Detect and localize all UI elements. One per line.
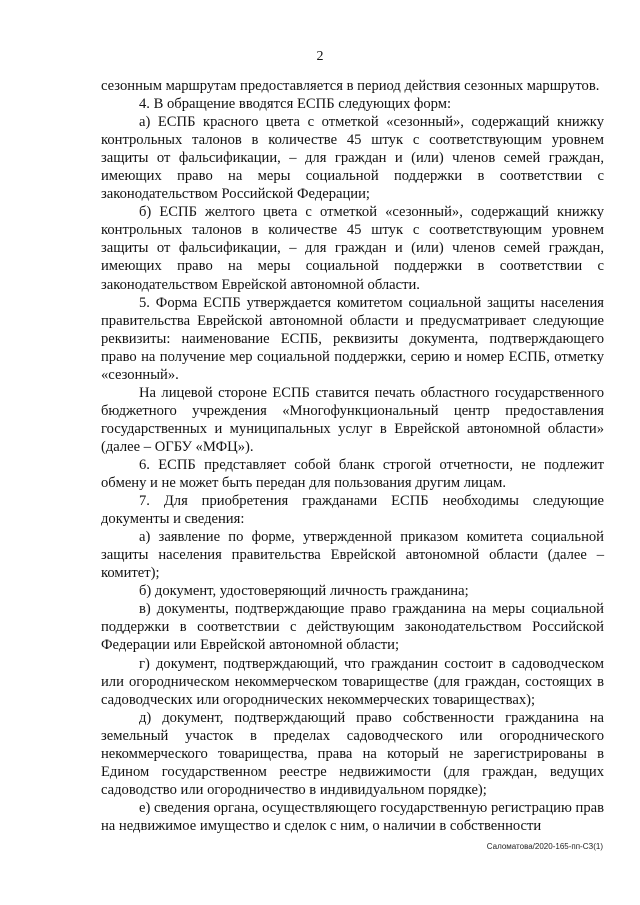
paragraph-item-7: 7. Для приобретения гражданами ЕСПБ необходимы следующие документы и сведения: — [101, 493, 604, 528]
paragraph-item-7e: е) сведения органа, осуществляющего государственную регистрацию прав на недвижимое имущество и сделок с ним, о наличии в собственности — [101, 799, 604, 834]
paragraph-item-5: 5. Форма ЕСПБ утверждается комитетом социальной защиты населения правительства Еврейской автономной области и предусматривает следующие реквизиты: наименование ЕСПБ, реквизиты документа, подтверждающего право на получение мер социальной поддержки, серию и номер ЕСПБ, отметку «сезонный». — [101, 294, 604, 383]
document-body — [101, 77, 604, 835]
paragraph-item-5-stamp: На лицевой стороне ЕСПБ ставится печать областного государственного бюджетного учреждения «Многофункциональный центр предоставления государственных и муниципальных услуг в Еврейской автономной области» (далее – ОГБУ «МФЦ»). — [101, 384, 604, 455]
paragraph-item-7b: б) документ, удостоверяющий личность гражданина; — [139, 583, 469, 600]
paragraph-item-7v: в) документы, подтверждающие право гражданина на меры социальной поддержки в соответствии с действующим законодательством Российской Федерации или Еврейской автономной области; — [101, 601, 604, 654]
paragraph-item-4: 4. В обращение вводятся ЕСПБ следующих форм: — [139, 96, 452, 113]
paragraph-continuation: сезонным маршрутам предоставляется в период действия сезонных маршрутов. — [101, 78, 600, 94]
paragraph-item-7a: а) заявление по форме, утвержденной приказом комитета социальной защиты населения правительства Еврейской автономной области (далее – комитет); — [101, 529, 604, 582]
paragraph-item-7g: г) документ, подтверждающий, что гражданин состоит в садоводческом или огородническом некоммерческом товариществе (для граждан, состоящих в садоводческих или огороднических некоммерческих товариществах); — [101, 655, 604, 708]
paragraph-item-4a: а) ЕСПБ красного цвета с отметкой «сезонный», содержащий книжку контрольных талонов в количестве 45 штук с соответствующим уровнем защиты от фальсификации, – для граждан и (или) членов семей граждан, имеющих право на меры социальной поддержки в соответствии с законодательством Российской Федерации; — [101, 114, 604, 203]
paragraph-item-7d: д) документ, подтверждающий право собственности гражданина на земельный участок в пределах садоводческого или огороднического некоммерческого товарищества, права на который не зарегистрированы в Едином государственном реестре недвижимости (для граждан, ведущих садоводство или огородничество в индивидуальном порядке); — [101, 709, 604, 798]
paragraph-item-6: 6. ЕСПБ представляет собой бланк строгой отчетности, не подлежит обмену и не может быть передан для пользования другим лицам. — [101, 456, 604, 492]
document-footer-code: Саломатова/2020-165-пп-СЗ(1) — [486, 842, 603, 851]
paragraph-item-4b: б) ЕСПБ желтого цвета с отметкой «сезонный», содержащий книжку контрольных талонов в количестве 45 штук с соответствующим уровнем защиты от фальсификации, – для граждан и (или) членов семей граждан, имеющих право на меры социальной поддержки в соответствии с законодательством Еврейской автономной области. — [101, 204, 604, 293]
page-number: 2 — [316, 49, 324, 64]
